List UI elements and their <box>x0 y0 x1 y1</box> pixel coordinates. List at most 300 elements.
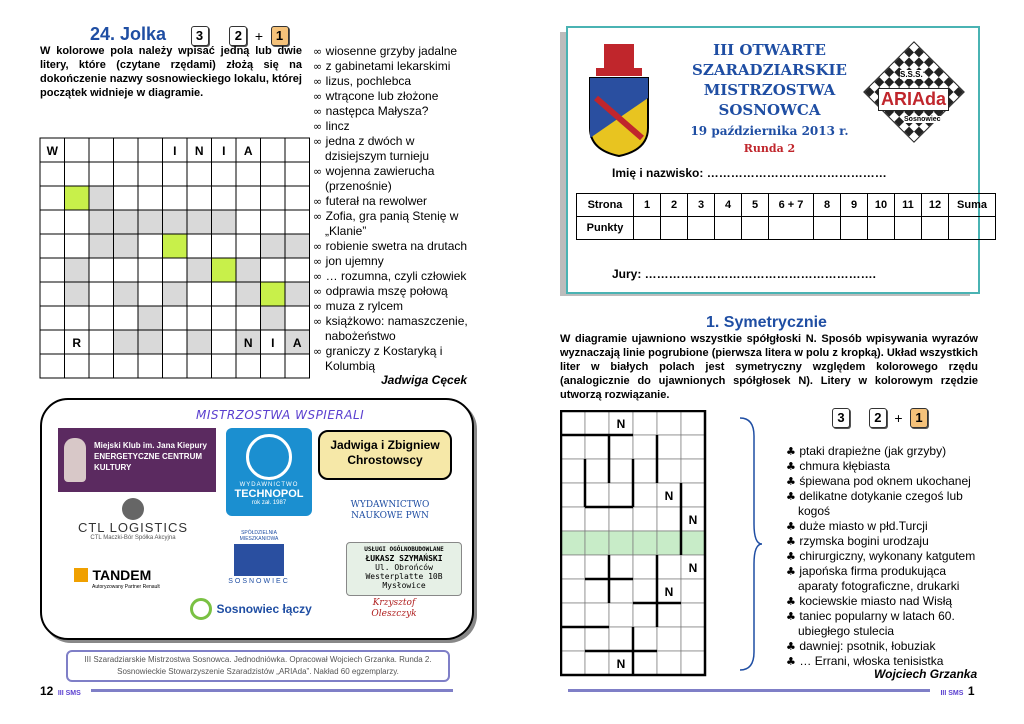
right-page-number: 1 <box>967 684 975 698</box>
sym-given-letter: N <box>688 561 698 575</box>
sm-top: SPÓŁDZIELNIA MIESZKANIOWA <box>239 530 279 542</box>
sym-cell[interactable] <box>609 459 633 483</box>
bullet-icon: ∞ <box>313 165 326 178</box>
sym-cell[interactable] <box>657 507 681 531</box>
jolka-cell[interactable] <box>65 306 90 330</box>
bullet-icon: ∞ <box>313 195 326 208</box>
sym-cell[interactable] <box>633 603 657 627</box>
jolka-given-letter: I <box>271 336 275 350</box>
clue-text: delikatne dotykanie czegoś lub kogoś <box>798 489 963 518</box>
sym-cell[interactable] <box>585 603 609 627</box>
sym-cell[interactable] <box>633 531 657 555</box>
sym-cell[interactable] <box>681 579 705 603</box>
sym-cell[interactable] <box>561 603 585 627</box>
jolka-cell[interactable] <box>40 210 65 234</box>
clue-text: jon ujemny <box>325 254 384 268</box>
szym-3: Ul. Obrońców <box>375 563 433 572</box>
bullet-icon: ∞ <box>313 240 326 253</box>
score-header-cell: 11 <box>895 194 922 217</box>
jolka-cell[interactable] <box>40 234 65 258</box>
sponsor-ctl <box>68 498 198 541</box>
footer-note: III Szaradziarskie Mistrzostwa Sosnowca. Jednodniówka. Opracował Wojciech Grzanka. Runda 2. Sosnowieckie Stowarzyszenie Szaradzistów „ARIAda”. Nakład 60 egzemplarzy. <box>84 655 432 676</box>
jolka-cell[interactable] <box>285 138 310 162</box>
brace-svg <box>734 416 764 672</box>
jolka-cell[interactable] <box>212 210 237 234</box>
clue-text: następca Małysza? <box>325 104 429 118</box>
jolka-cell[interactable] <box>40 186 65 210</box>
jolka-cell[interactable] <box>138 330 163 354</box>
left-footer <box>40 682 460 700</box>
jolka-cell[interactable] <box>163 162 188 186</box>
sym-cell[interactable] <box>585 411 609 435</box>
clue-text: rzymska bogini urodzaju <box>799 534 929 548</box>
jolka-cell[interactable] <box>89 282 114 306</box>
score-header-cell: 1 <box>634 194 661 217</box>
sym-cell[interactable] <box>585 651 609 675</box>
sym-cell[interactable] <box>609 603 633 627</box>
sym-cell[interactable] <box>633 459 657 483</box>
jolka-clue <box>313 194 471 209</box>
jolka-cell[interactable] <box>261 210 286 234</box>
jolka-given-letter: N <box>243 336 253 350</box>
clue-text: śpiewana pod oknem ukochanej <box>799 474 971 488</box>
sym-cell[interactable] <box>585 435 609 459</box>
jolka-cell[interactable] <box>212 306 237 330</box>
jolka-cell[interactable] <box>163 330 188 354</box>
score-header-row <box>577 194 996 217</box>
bullet-icon: ♣ <box>786 610 800 623</box>
left-page-tag: III SMS <box>57 690 81 697</box>
jolka-cell[interactable] <box>163 354 188 378</box>
sym-cell[interactable] <box>585 579 609 603</box>
sym-badge-1: 3 <box>832 408 850 428</box>
score-header-cell: Suma <box>949 194 996 217</box>
jolka-cell[interactable] <box>65 186 90 210</box>
score-points-cell[interactable] <box>949 217 996 240</box>
jolka-cell[interactable] <box>163 210 188 234</box>
score-points-cell[interactable] <box>688 217 715 240</box>
clue-text: wtrącone lub złożone <box>325 89 439 103</box>
jolka-cell[interactable] <box>236 162 261 186</box>
jolka-cell[interactable] <box>236 186 261 210</box>
difficulty-badge-1: 3 <box>191 26 209 46</box>
sym-cell[interactable] <box>681 483 705 507</box>
sym-cell[interactable] <box>561 411 585 435</box>
bullet-icon: ∞ <box>313 210 326 223</box>
jolka-cell[interactable] <box>138 138 163 162</box>
clue-text: futerał na rewolwer <box>325 194 428 208</box>
score-header-cell: 6 + 7 <box>769 194 814 217</box>
jolka-cell[interactable] <box>138 234 163 258</box>
sponsor-technopol <box>226 428 312 516</box>
jolka-cell[interactable] <box>114 234 139 258</box>
jolka-cell[interactable] <box>212 330 237 354</box>
jolka-grid <box>39 137 311 386</box>
jolka-cell[interactable] <box>261 306 286 330</box>
jolka-cell[interactable] <box>89 210 114 234</box>
jolka-cell[interactable] <box>261 234 286 258</box>
jolka-cell[interactable] <box>187 186 212 210</box>
jolka-cell[interactable] <box>89 234 114 258</box>
sym-cell[interactable] <box>681 531 705 555</box>
name-label: Imię i nazwisko: ……………………………………… <box>612 166 887 180</box>
jolka-cell[interactable] <box>40 306 65 330</box>
sponsor-sosnowiec-laczy <box>190 598 312 620</box>
jolka-cell[interactable] <box>138 162 163 186</box>
sym-cell[interactable] <box>633 627 657 651</box>
bullet-icon: ♣ <box>786 445 800 458</box>
jolka-cell[interactable] <box>65 162 90 186</box>
score-points-cell[interactable] <box>715 217 742 240</box>
jolka-cell[interactable] <box>65 258 90 282</box>
jolka-cell[interactable] <box>114 138 139 162</box>
jolka-clue <box>313 89 471 104</box>
tandem-sub: Autoryzowany Partner Renault <box>92 584 160 590</box>
jolka-cell[interactable] <box>40 162 65 186</box>
clue-text: dawniej: psotnik, łobuziak <box>799 639 936 653</box>
jolka-cell[interactable] <box>163 234 188 258</box>
jolka-cell[interactable] <box>65 138 90 162</box>
sponsor-mkk <box>58 428 216 492</box>
sponsor-sm <box>222 530 296 585</box>
score-header-cell: 10 <box>868 194 895 217</box>
jolka-cell[interactable] <box>65 282 90 306</box>
sym-cell[interactable] <box>681 459 705 483</box>
jolka-cell[interactable] <box>212 354 237 378</box>
jolka-title: 24. Jolka <box>90 24 167 44</box>
jolka-cell[interactable] <box>65 234 90 258</box>
sym-clue <box>786 459 980 474</box>
score-table <box>576 193 996 240</box>
jolka-cell[interactable] <box>236 210 261 234</box>
sym-cell[interactable] <box>657 603 681 627</box>
sym-cell[interactable] <box>561 459 585 483</box>
jolka-cell[interactable] <box>187 210 212 234</box>
sym-cell[interactable] <box>609 435 633 459</box>
jolka-cell[interactable] <box>236 258 261 282</box>
clue-text: książkowo: namaszczenie, nabożeństwo <box>325 314 468 343</box>
sym-cell[interactable] <box>561 651 585 675</box>
jolka-cell[interactable] <box>212 162 237 186</box>
bullet-icon: ∞ <box>313 270 326 283</box>
sym-cell[interactable] <box>657 435 681 459</box>
sym-clue <box>786 474 980 489</box>
jolka-cell[interactable] <box>212 282 237 306</box>
bullet-icon: ♣ <box>786 535 800 548</box>
jolka-cell[interactable] <box>187 162 212 186</box>
jolka-cell[interactable] <box>236 282 261 306</box>
jolka-clue <box>313 314 471 344</box>
jolka-given-letter: R <box>72 336 82 350</box>
clue-text: odprawia mszę połową <box>325 284 448 298</box>
jolka-cell[interactable] <box>89 138 114 162</box>
jolka-clue <box>313 44 471 59</box>
clue-text: lincz <box>325 119 350 133</box>
jolka-cell[interactable] <box>114 354 139 378</box>
sym-clue <box>786 519 980 534</box>
sym-clue <box>786 639 980 654</box>
sym-cell[interactable] <box>561 435 585 459</box>
sym-badges <box>832 408 928 428</box>
score-points-cell[interactable] <box>922 217 949 240</box>
sym-clue <box>786 594 980 609</box>
jolka-cell[interactable] <box>285 234 310 258</box>
sym-cell[interactable] <box>681 627 705 651</box>
sym-cell[interactable] <box>681 435 705 459</box>
jolka-cell[interactable] <box>163 282 188 306</box>
sym-clue <box>786 444 980 459</box>
jolka-cell[interactable] <box>212 258 237 282</box>
bullet-icon: ∞ <box>313 135 326 148</box>
score-points-cell[interactable] <box>841 217 868 240</box>
jolka-cell[interactable] <box>138 306 163 330</box>
jolka-cell[interactable] <box>114 186 139 210</box>
jolka-cell[interactable] <box>285 162 310 186</box>
sym-cell[interactable] <box>609 579 633 603</box>
score-header-cell: 9 <box>841 194 868 217</box>
jolka-given-letter: I <box>173 144 177 158</box>
sym-cell[interactable] <box>633 579 657 603</box>
sym-clue <box>786 549 980 564</box>
clue-text: chmura kłębiasta <box>799 459 891 473</box>
szym-4: Westerplatte 10B <box>365 572 443 581</box>
sym-cell[interactable] <box>633 411 657 435</box>
jolka-cell[interactable] <box>261 186 286 210</box>
sym-cell[interactable] <box>609 507 633 531</box>
symetrycznie-title: 1. Symetrycznie <box>706 314 827 331</box>
sym-cell[interactable] <box>657 651 681 675</box>
difficulty-badge-2: 2 <box>229 26 247 46</box>
sym-cell[interactable] <box>585 507 609 531</box>
sym-cell[interactable] <box>633 651 657 675</box>
jolka-given-letter: A <box>292 336 302 350</box>
ariada-name: ARIAda <box>878 88 949 111</box>
sym-cell[interactable] <box>561 627 585 651</box>
clue-text: muza z rylcem <box>325 299 404 313</box>
jolka-cell[interactable] <box>89 354 114 378</box>
sosnowiec-crest <box>586 38 652 158</box>
clue-text: taniec popularny w latach 60. ubiegłego stulecia <box>798 609 955 638</box>
jolka-cell[interactable] <box>212 234 237 258</box>
jolka-cell[interactable] <box>89 186 114 210</box>
jolka-given-letter: I <box>222 144 226 158</box>
jolka-cell[interactable] <box>285 306 310 330</box>
jolka-cell[interactable] <box>236 354 261 378</box>
jolka-clue <box>313 284 471 299</box>
szym-5: Mysłowice <box>382 581 426 590</box>
plus-sign: + <box>254 27 264 44</box>
sym-cell[interactable] <box>561 507 585 531</box>
score-points-cell[interactable] <box>895 217 922 240</box>
sl-text: Sosnowiec łączy <box>216 602 312 616</box>
sym-cell[interactable] <box>633 435 657 459</box>
jolka-cell[interactable] <box>261 258 286 282</box>
sym-cell[interactable] <box>657 627 681 651</box>
jolka-cell[interactable] <box>65 354 90 378</box>
sym-cell[interactable] <box>585 483 609 507</box>
sym-cell[interactable] <box>585 531 609 555</box>
jolka-cell[interactable] <box>89 330 114 354</box>
score-table-el <box>576 193 996 240</box>
score-points-cell[interactable] <box>868 217 895 240</box>
jolka-clue <box>313 164 471 194</box>
jolka-clue <box>313 254 471 269</box>
bullet-icon: ♣ <box>786 490 800 503</box>
tandem-name: TANDEM <box>92 566 152 583</box>
sym-cell[interactable] <box>657 411 681 435</box>
score-header-cell: 12 <box>922 194 949 217</box>
jolka-cell[interactable] <box>138 354 163 378</box>
bullet-icon: ♣ <box>786 565 800 578</box>
jolka-cell[interactable] <box>65 210 90 234</box>
right-footer <box>568 682 988 700</box>
jolka-cell[interactable] <box>261 138 286 162</box>
jolka-cell[interactable] <box>89 258 114 282</box>
jolka-cell[interactable] <box>40 330 65 354</box>
jolka-clue <box>313 74 471 89</box>
clue-text: duże miasto w płd.Turcji <box>799 519 928 533</box>
footer-note-box <box>66 650 450 682</box>
jolka-cell[interactable] <box>236 306 261 330</box>
sm-name: SOSNOWIEC <box>228 578 290 585</box>
bullet-icon: ∞ <box>313 60 326 73</box>
sym-given-letter: N <box>616 657 626 671</box>
jolka-clue <box>313 119 471 134</box>
sym-cell[interactable] <box>585 459 609 483</box>
sym-cell[interactable] <box>561 555 585 579</box>
technopol-year: rok zał. 1987 <box>251 500 287 506</box>
jolka-cell[interactable] <box>187 306 212 330</box>
sym-cell[interactable] <box>657 555 681 579</box>
jolka-cell[interactable] <box>89 306 114 330</box>
sym-author: Wojciech Grzanka <box>874 667 978 681</box>
jolka-cell[interactable] <box>285 354 310 378</box>
difficulty-badge-3: 1 <box>271 26 289 46</box>
jolka-cell[interactable] <box>285 210 310 234</box>
score-header-cell: Strona <box>577 194 634 217</box>
jolka-cell[interactable] <box>187 258 212 282</box>
sym-clue-list <box>786 444 980 669</box>
sym-badge-3: 1 <box>910 408 928 428</box>
brace <box>734 416 764 677</box>
bullet-icon: ∞ <box>313 345 326 358</box>
clue-text: Zofia, gra panią Stenię w „Klanie” <box>325 209 459 238</box>
jolka-cell[interactable] <box>114 306 139 330</box>
jolka-cell[interactable] <box>40 282 65 306</box>
sym-given-letter: N <box>616 417 626 431</box>
sym-cell[interactable] <box>609 555 633 579</box>
sym-cell[interactable] <box>681 651 705 675</box>
sym-clue <box>786 609 980 639</box>
score-header-cell: 4 <box>715 194 742 217</box>
sym-cell[interactable] <box>561 483 585 507</box>
sym-given-letter: N <box>664 585 674 599</box>
left-page-number: 12 <box>40 684 54 698</box>
score-points-cell[interactable] <box>814 217 841 240</box>
jolka-cell[interactable] <box>163 258 188 282</box>
jolka-grid-svg <box>39 137 311 381</box>
clue-text: … Errani, włoska tenisistka <box>799 654 944 668</box>
jolka-cell[interactable] <box>236 234 261 258</box>
score-points-cell[interactable] <box>742 217 769 240</box>
jolka-cell[interactable] <box>187 330 212 354</box>
sym-cell[interactable] <box>633 483 657 507</box>
jolka-cell[interactable] <box>114 330 139 354</box>
szym-1: USŁUGI OGÓLNOBUDOWLANE <box>364 546 444 553</box>
sym-cell[interactable] <box>561 579 585 603</box>
sym-cell[interactable] <box>585 627 609 651</box>
jolka-cell[interactable] <box>285 282 310 306</box>
jolka-cell[interactable] <box>212 186 237 210</box>
jolka-cell[interactable] <box>114 282 139 306</box>
jolka-cell[interactable] <box>187 282 212 306</box>
bullet-icon: ♣ <box>786 520 800 533</box>
sym-given-letter: N <box>688 513 698 527</box>
jolka-cell[interactable] <box>163 306 188 330</box>
jolka-given-letter: W <box>46 144 58 158</box>
score-points-row <box>577 217 996 240</box>
jolka-cell[interactable] <box>285 186 310 210</box>
jolka-cell[interactable] <box>138 282 163 306</box>
jolka-cell[interactable] <box>261 282 286 306</box>
jolka-cell[interactable] <box>187 354 212 378</box>
jolka-cell[interactable] <box>114 258 139 282</box>
jolka-cell[interactable] <box>261 162 286 186</box>
symetrycznie-grid <box>560 410 728 683</box>
score-points-cell[interactable] <box>661 217 688 240</box>
sym-cell[interactable] <box>633 555 657 579</box>
sym-cell[interactable] <box>681 603 705 627</box>
sym-cell[interactable] <box>681 411 705 435</box>
sym-cell[interactable] <box>609 531 633 555</box>
jolka-cell[interactable] <box>114 210 139 234</box>
jolka-cell[interactable] <box>285 258 310 282</box>
clue-text: ptaki drapieżne (jak grzyby) <box>799 444 947 458</box>
jolka-cell[interactable] <box>40 258 65 282</box>
jolka-cell[interactable] <box>89 162 114 186</box>
ctl-name: CTL LOGISTICS <box>77 520 189 535</box>
jolka-cell[interactable] <box>138 186 163 210</box>
sym-cell[interactable] <box>633 507 657 531</box>
bullet-icon: ∞ <box>313 120 326 133</box>
jolka-cell[interactable] <box>114 162 139 186</box>
jolka-given-letter: A <box>243 144 253 158</box>
sym-cell[interactable] <box>657 459 681 483</box>
jolka-cell[interactable] <box>138 210 163 234</box>
jolka-cell[interactable] <box>40 354 65 378</box>
technopol-sub: WYDAWNICTWO <box>239 482 299 488</box>
sym-cell[interactable] <box>609 483 633 507</box>
crest-svg <box>586 38 652 158</box>
sym-cell[interactable] <box>585 555 609 579</box>
jolka-cell[interactable] <box>187 234 212 258</box>
sym-cell[interactable] <box>609 627 633 651</box>
jolka-cell[interactable] <box>261 354 286 378</box>
jolka-clue <box>313 209 471 239</box>
sym-cell[interactable] <box>561 531 585 555</box>
bullet-icon: ♣ <box>786 550 800 563</box>
jolka-cell[interactable] <box>138 258 163 282</box>
sym-cell[interactable] <box>657 531 681 555</box>
score-points-cell[interactable] <box>769 217 814 240</box>
ariada-logo <box>864 52 962 136</box>
jolka-clue <box>313 239 471 254</box>
bullet-icon: ∞ <box>313 285 326 298</box>
clue-text: japońska firma produkująca aparaty fotograficzne, drukarki <box>798 564 960 593</box>
jolka-cell[interactable] <box>163 186 188 210</box>
score-points-cell[interactable] <box>634 217 661 240</box>
jolka-clue-list <box>313 44 471 374</box>
